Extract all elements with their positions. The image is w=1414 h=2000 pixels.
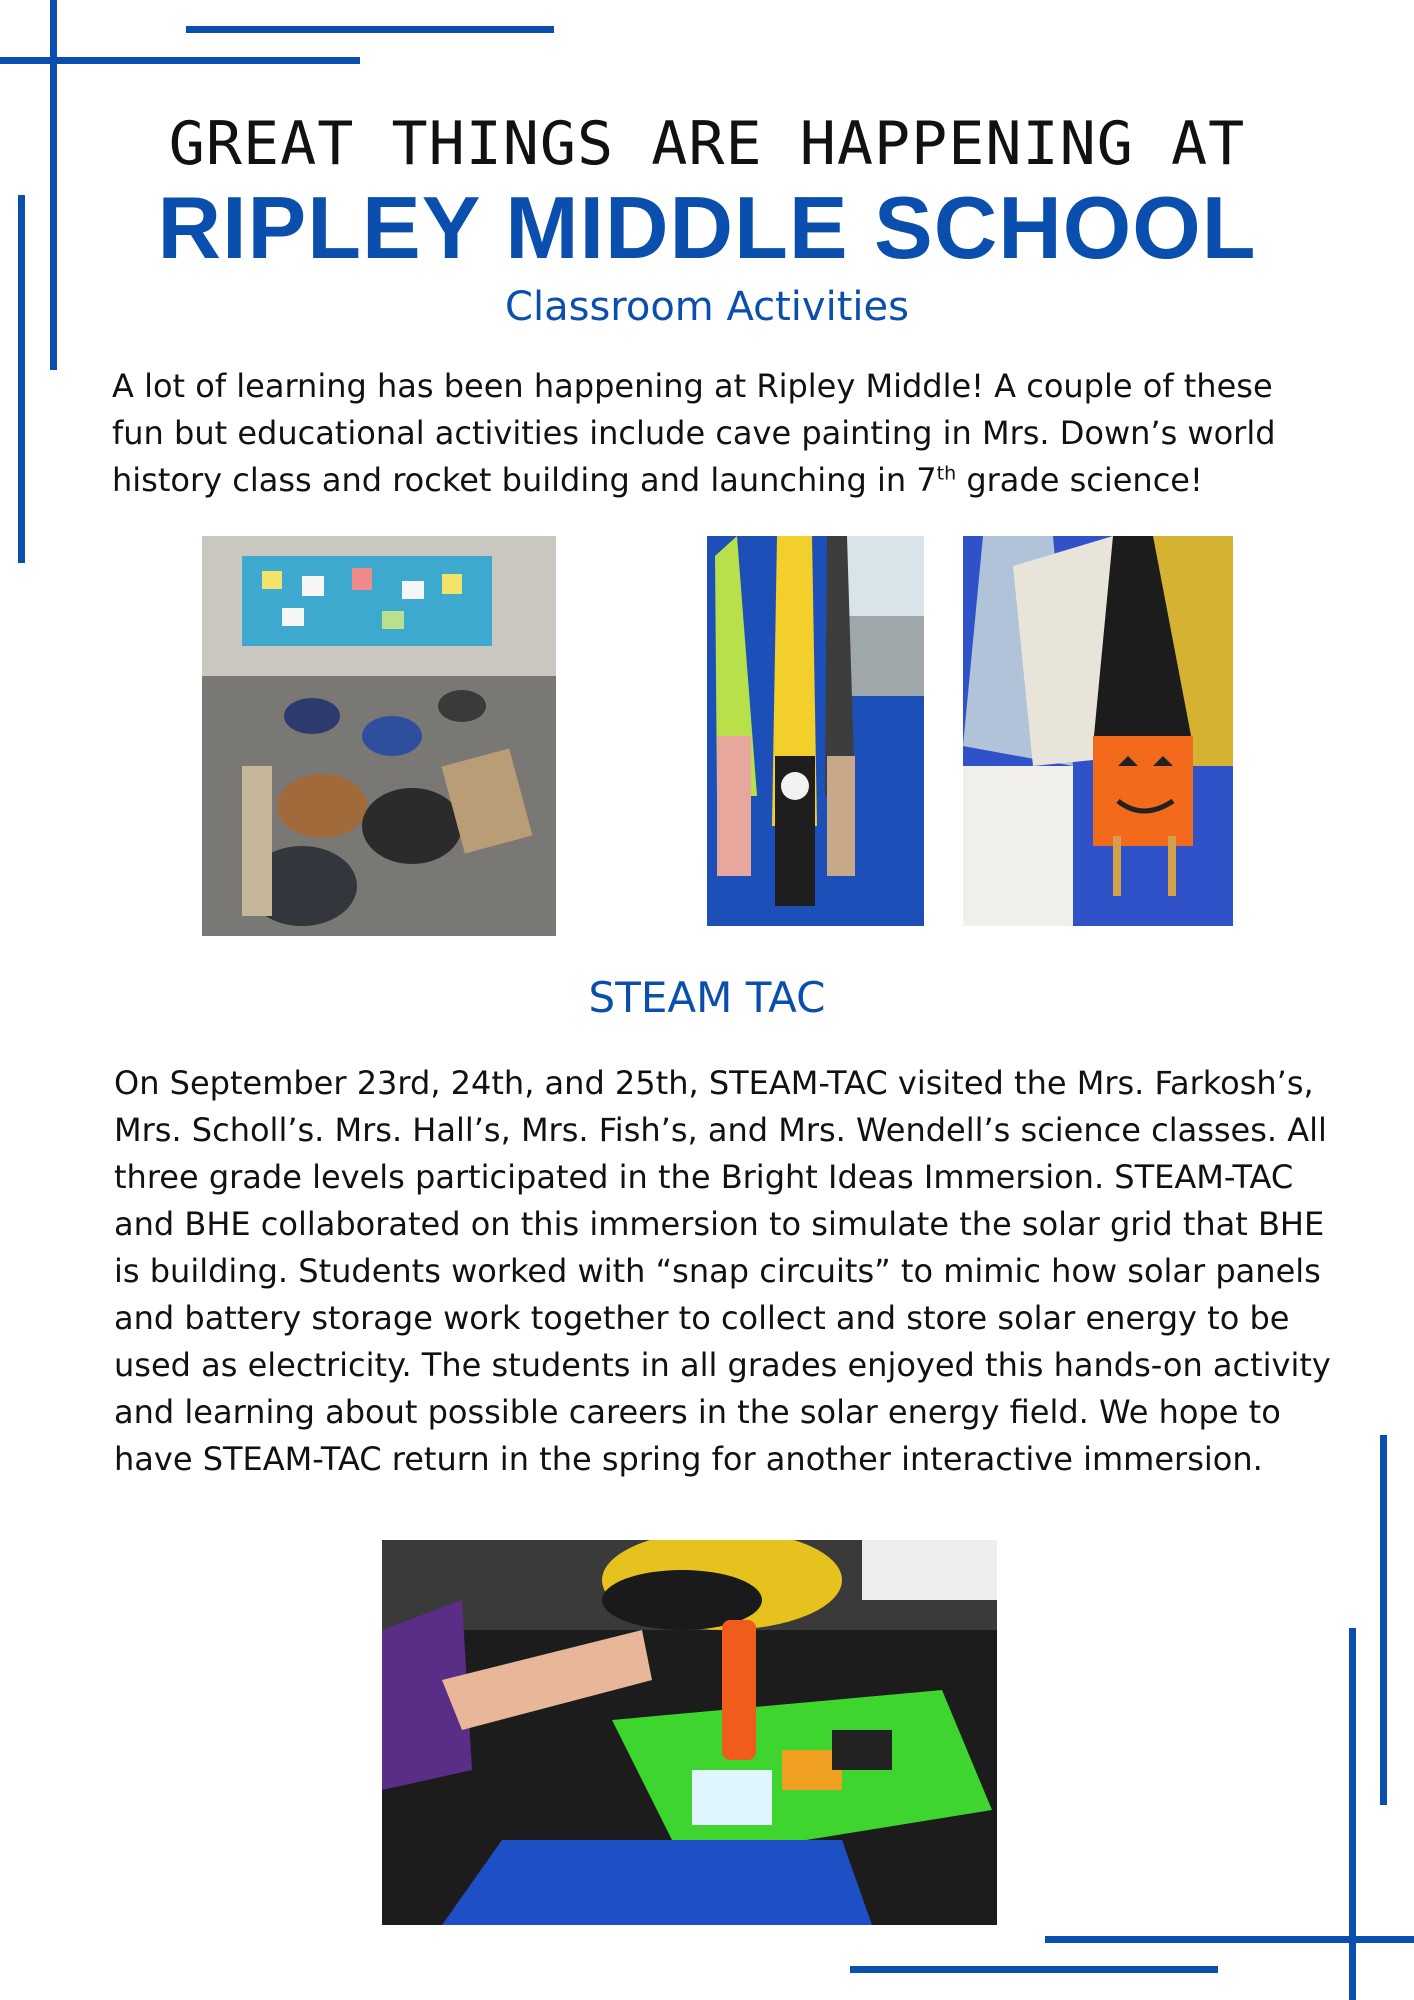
frame-line [1380, 1435, 1387, 1805]
intro-superscript: th [936, 462, 957, 485]
intro-text-end: grade science! [956, 461, 1203, 499]
classroom-photo [202, 536, 556, 936]
frame-line [186, 26, 554, 33]
page-kicker: GREAT THINGS ARE HAPPENING AT [168, 109, 1246, 179]
pumpkin-rocket-photo [963, 536, 1233, 926]
school-name: RIPLEY MIDDLE SCHOOL [157, 178, 1257, 277]
intro-text: A lot of learning has been happening at Ripley Middle! A couple of these fun but educational activities include cave painting in Mrs. Down’s world history class and rocket building and launching in 7 [112, 367, 1276, 499]
frame-line [1045, 1936, 1414, 1943]
frame-line [1349, 1628, 1356, 2000]
intro-paragraph [112, 363, 1332, 504]
section-title-classroom: Classroom Activities [505, 284, 909, 330]
snap-circuits-photo [382, 1540, 997, 1925]
steam-tac-paragraph: On September 23rd, 24th, and 25th, STEAM-TAC visited the Mrs. Farkosh’s, Mrs. Scholl’s. Mrs. Hall’s, Mrs. Fish’s, and Mrs. Wendell’s science classes. All three grade levels participated in the Bright Ideas Immersion. STEAM-TAC and BHE collaborated on this immersion to simulate the solar grid that BHE is building. Students worked with “snap circuits” to mimic how solar panels and battery storage work together to collect and store solar energy to be used as electricity. The students in all grades enjoyed this hands-on activity and learning about possible careers in the solar energy field. We hope to have STEAM-TAC return in the spring for another interactive immersion. [114, 1064, 1331, 1478]
rockets-photo [707, 536, 924, 926]
frame-line [850, 1966, 1218, 1973]
steam-tac-title: STEAM TAC [588, 973, 826, 1022]
